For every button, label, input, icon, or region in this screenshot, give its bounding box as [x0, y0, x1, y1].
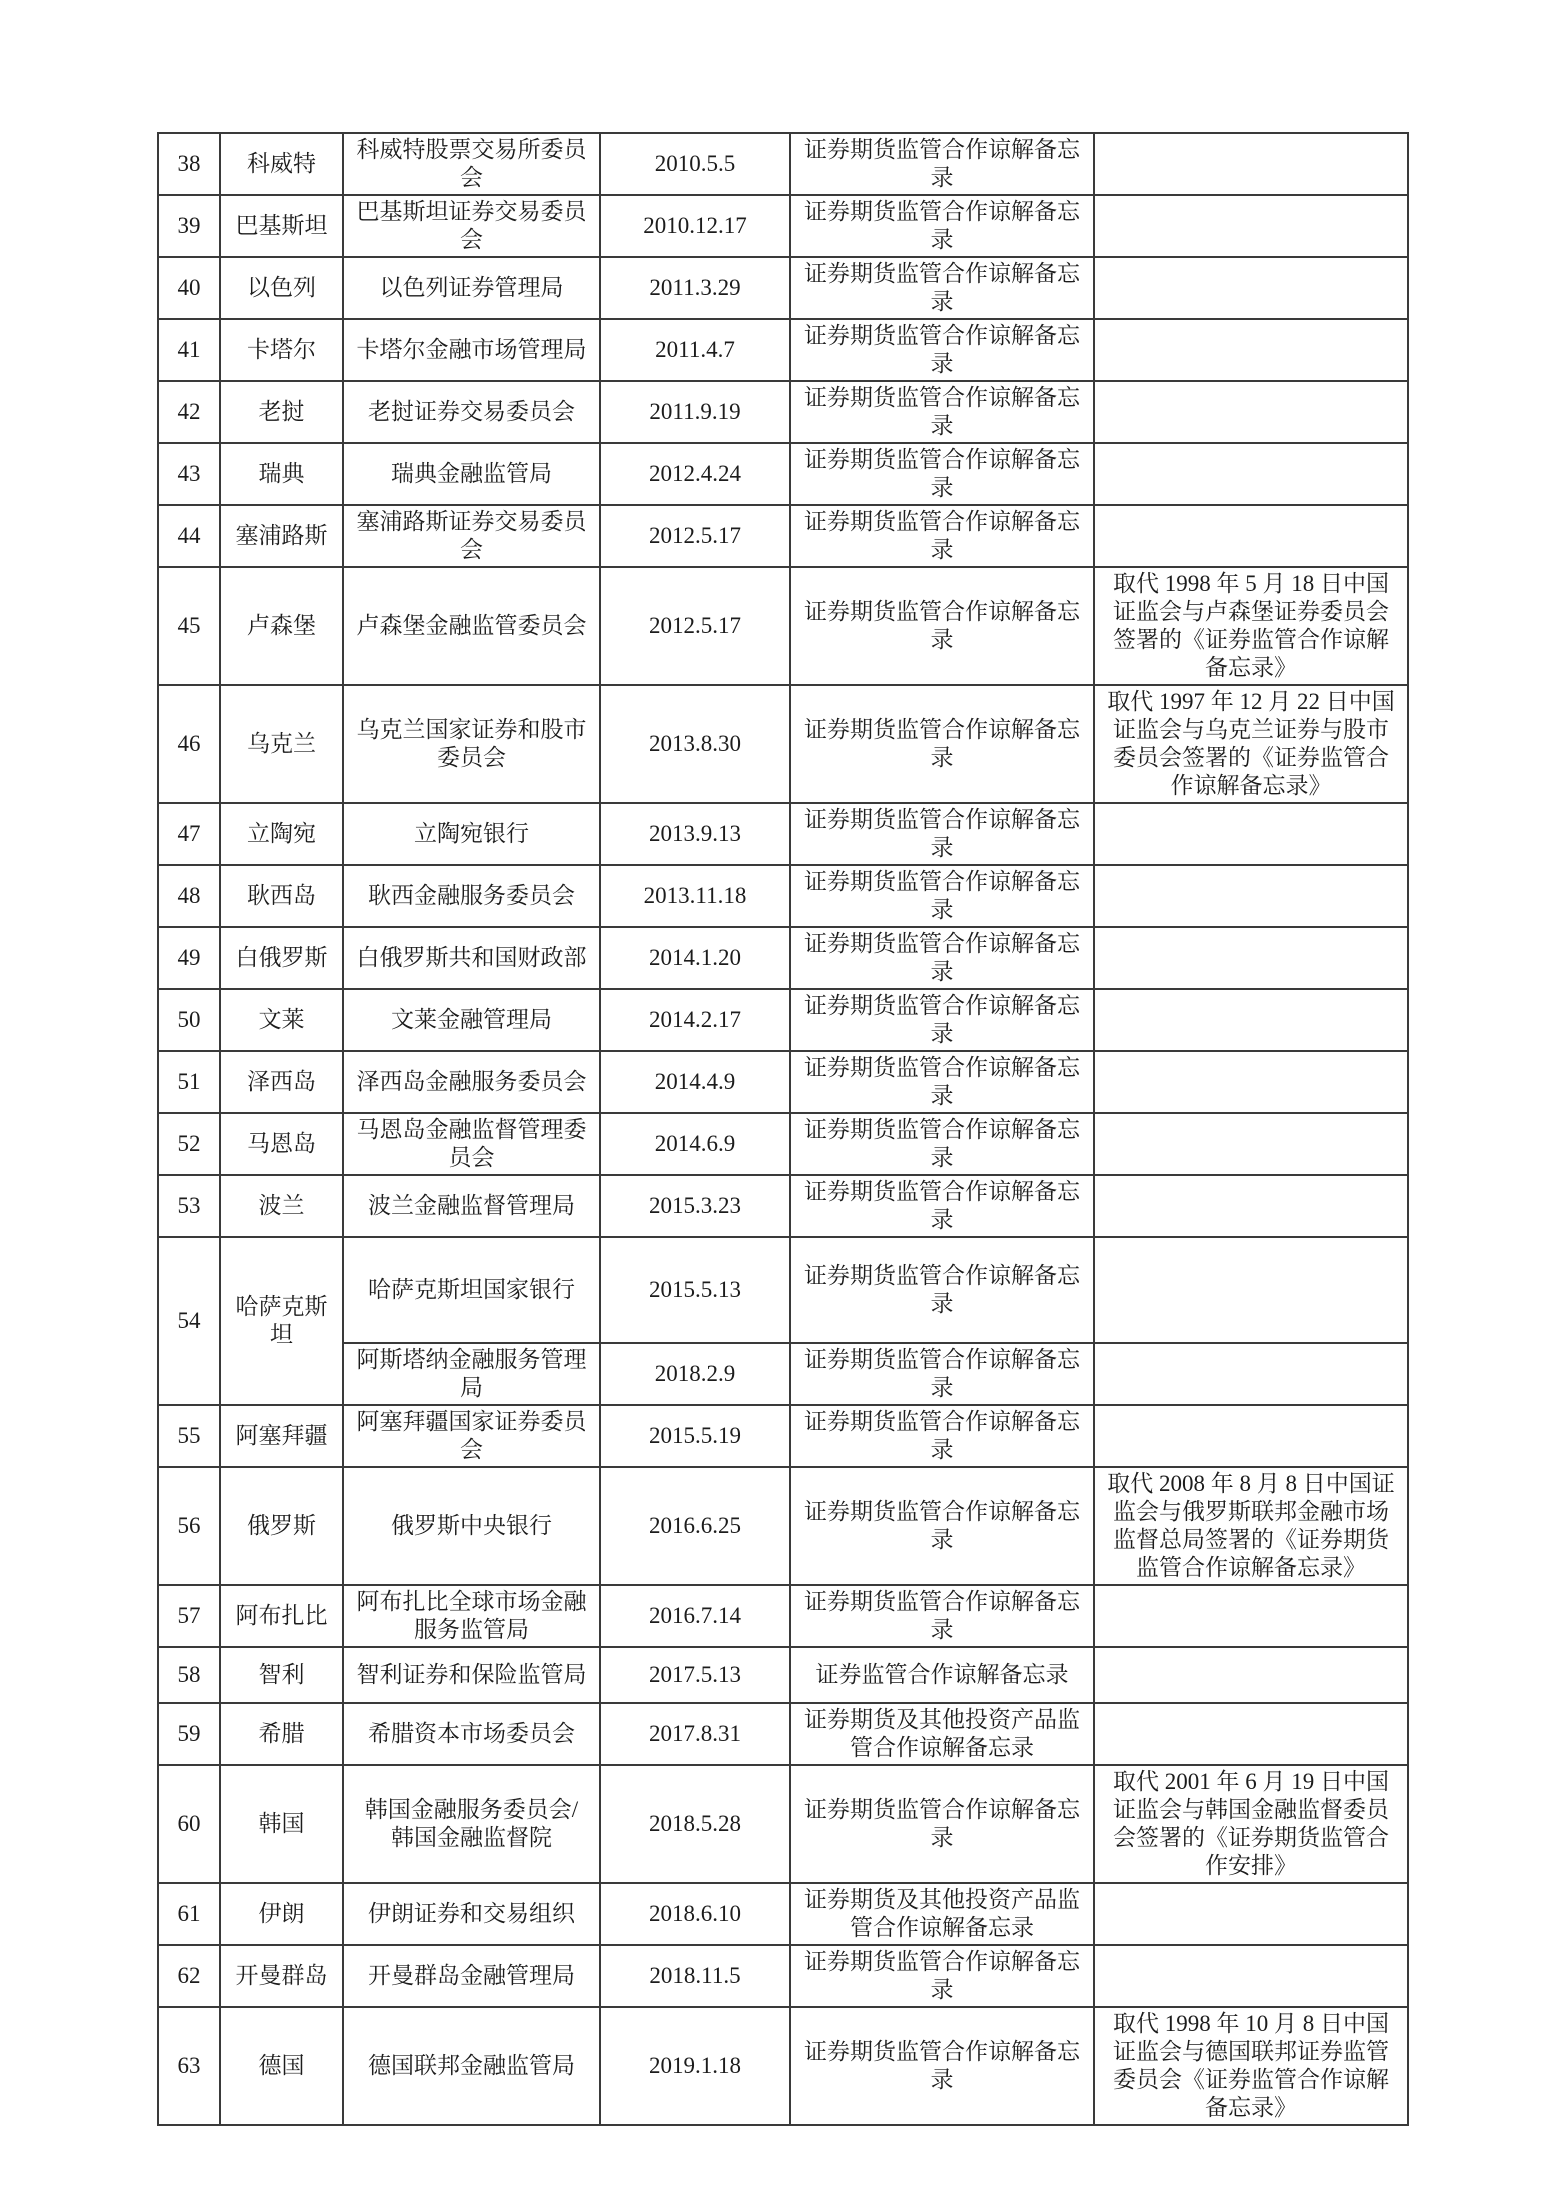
row-number-cell: 42	[158, 381, 220, 443]
table-row	[158, 1405, 1408, 1467]
table-row	[158, 1883, 1408, 1945]
country-cell: 伊朗	[220, 1883, 343, 1945]
note-cell	[1094, 195, 1408, 257]
date-cell: 2011.4.7	[600, 319, 790, 381]
date-cell: 2015.5.13	[600, 1237, 790, 1343]
date-cell: 2016.7.14	[600, 1585, 790, 1647]
institution-cell: 塞浦路斯证券交易委员会	[343, 505, 600, 567]
mou-type-cell: 证券期货监管合作谅解备忘录	[790, 2007, 1094, 2125]
table-row	[158, 1703, 1408, 1765]
table-row	[158, 1051, 1408, 1113]
date-cell: 2018.5.28	[600, 1765, 790, 1883]
row-number-cell: 59	[158, 1703, 220, 1765]
country-cell: 俄罗斯	[220, 1467, 343, 1585]
row-number-cell: 44	[158, 505, 220, 567]
mou-type-cell: 证券监管合作谅解备忘录	[790, 1647, 1094, 1703]
table-row	[158, 803, 1408, 865]
row-number-cell: 63	[158, 2007, 220, 2125]
note-cell: 取代 1997 年 12 月 22 日中国证监会与乌克兰证券与股市委员会签署的《证券监管合作谅解备忘录》	[1094, 685, 1408, 803]
note-cell	[1094, 381, 1408, 443]
note-cell	[1094, 927, 1408, 989]
date-cell: 2014.2.17	[600, 989, 790, 1051]
row-number-cell: 49	[158, 927, 220, 989]
table-row	[158, 443, 1408, 505]
row-number-cell: 51	[158, 1051, 220, 1113]
mou-type-cell: 证券期货监管合作谅解备忘录	[790, 1113, 1094, 1175]
row-number-cell: 45	[158, 567, 220, 685]
row-number-cell: 47	[158, 803, 220, 865]
note-cell: 取代 1998 年 10 月 8 日中国证监会与德国联邦证券监管委员会《证券监管合作谅解备忘录》	[1094, 2007, 1408, 2125]
table-row	[158, 257, 1408, 319]
table-row	[158, 381, 1408, 443]
note-cell	[1094, 803, 1408, 865]
country-cell: 立陶宛	[220, 803, 343, 865]
institution-cell: 巴基斯坦证券交易委员会	[343, 195, 600, 257]
country-cell: 马恩岛	[220, 1113, 343, 1175]
row-number-cell: 61	[158, 1883, 220, 1945]
table-row	[158, 989, 1408, 1051]
mou-type-cell: 证券期货监管合作谅解备忘录	[790, 685, 1094, 803]
mou-type-cell: 证券期货监管合作谅解备忘录	[790, 803, 1094, 865]
table-row	[158, 505, 1408, 567]
row-number-cell: 43	[158, 443, 220, 505]
table-row	[158, 1343, 1408, 1405]
date-cell: 2010.12.17	[600, 195, 790, 257]
country-cell: 阿布扎比	[220, 1585, 343, 1647]
row-number-cell: 46	[158, 685, 220, 803]
institution-cell: 阿塞拜疆国家证券委员会	[343, 1405, 600, 1467]
country-cell: 老挝	[220, 381, 343, 443]
mou-type-cell: 证券期货监管合作谅解备忘录	[790, 1585, 1094, 1647]
mou-type-cell: 证券期货监管合作谅解备忘录	[790, 865, 1094, 927]
row-number-cell: 62	[158, 1945, 220, 2007]
date-cell: 2016.6.25	[600, 1467, 790, 1585]
note-cell	[1094, 1051, 1408, 1113]
country-cell: 波兰	[220, 1175, 343, 1237]
row-number-cell: 53	[158, 1175, 220, 1237]
mou-type-cell: 证券期货监管合作谅解备忘录	[790, 1945, 1094, 2007]
institution-cell: 开曼群岛金融管理局	[343, 1945, 600, 2007]
mou-type-cell: 证券期货监管合作谅解备忘录	[790, 1765, 1094, 1883]
country-cell: 乌克兰	[220, 685, 343, 803]
row-number-cell: 40	[158, 257, 220, 319]
note-cell	[1094, 319, 1408, 381]
date-cell: 2014.1.20	[600, 927, 790, 989]
country-cell: 白俄罗斯	[220, 927, 343, 989]
note-cell	[1094, 1647, 1408, 1703]
country-cell: 哈萨克斯坦	[220, 1237, 343, 1405]
mou-type-cell: 证券期货监管合作谅解备忘录	[790, 1175, 1094, 1237]
country-cell: 泽西岛	[220, 1051, 343, 1113]
mou-type-cell: 证券期货监管合作谅解备忘录	[790, 927, 1094, 989]
institution-cell: 希腊资本市场委员会	[343, 1703, 600, 1765]
date-cell: 2013.9.13	[600, 803, 790, 865]
table-row	[158, 1175, 1408, 1237]
note-cell	[1094, 1405, 1408, 1467]
table-row	[158, 133, 1408, 195]
note-cell	[1094, 989, 1408, 1051]
institution-cell: 智利证券和保险监管局	[343, 1647, 600, 1703]
mou-type-cell: 证券期货监管合作谅解备忘录	[790, 443, 1094, 505]
date-cell: 2015.3.23	[600, 1175, 790, 1237]
row-number-cell: 60	[158, 1765, 220, 1883]
row-number-cell: 55	[158, 1405, 220, 1467]
mou-type-cell: 证券期货监管合作谅解备忘录	[790, 195, 1094, 257]
institution-cell: 卡塔尔金融市场管理局	[343, 319, 600, 381]
note-cell: 取代 2008 年 8 月 8 日中国证监会与俄罗斯联邦金融市场监督总局签署的《证券期货监管合作谅解备忘录》	[1094, 1467, 1408, 1585]
institution-cell: 韩国金融服务委员会/韩国金融监督院	[343, 1765, 600, 1883]
country-cell: 卡塔尔	[220, 319, 343, 381]
mou-type-cell: 证券期货及其他投资产品监管合作谅解备忘录	[790, 1883, 1094, 1945]
note-cell	[1094, 443, 1408, 505]
note-cell	[1094, 1945, 1408, 2007]
table-row	[158, 1647, 1408, 1703]
table-row	[158, 2007, 1408, 2125]
institution-cell: 哈萨克斯坦国家银行	[343, 1237, 600, 1343]
table-row	[158, 927, 1408, 989]
institution-cell: 俄罗斯中央银行	[343, 1467, 600, 1585]
table-row	[158, 1467, 1408, 1585]
institution-cell: 波兰金融监督管理局	[343, 1175, 600, 1237]
table-row	[158, 1945, 1408, 2007]
institution-cell: 阿布扎比全球市场金融服务监管局	[343, 1585, 600, 1647]
date-cell: 2013.8.30	[600, 685, 790, 803]
row-number-cell: 52	[158, 1113, 220, 1175]
mou-type-cell: 证券期货监管合作谅解备忘录	[790, 567, 1094, 685]
note-cell	[1094, 505, 1408, 567]
date-cell: 2012.5.17	[600, 567, 790, 685]
row-number-cell: 39	[158, 195, 220, 257]
table-row	[158, 195, 1408, 257]
table-row	[158, 1585, 1408, 1647]
table-row	[158, 567, 1408, 685]
date-cell: 2018.11.5	[600, 1945, 790, 2007]
note-cell	[1094, 1703, 1408, 1765]
mou-type-cell: 证券期货监管合作谅解备忘录	[790, 257, 1094, 319]
country-cell: 巴基斯坦	[220, 195, 343, 257]
institution-cell: 瑞典金融监管局	[343, 443, 600, 505]
date-cell: 2018.6.10	[600, 1883, 790, 1945]
date-cell: 2018.2.9	[600, 1343, 790, 1405]
institution-cell: 立陶宛银行	[343, 803, 600, 865]
mou-table	[157, 132, 1409, 2126]
institution-cell: 马恩岛金融监督管理委员会	[343, 1113, 600, 1175]
mou-type-cell: 证券期货及其他投资产品监管合作谅解备忘录	[790, 1703, 1094, 1765]
date-cell: 2019.1.18	[600, 2007, 790, 2125]
table-row	[158, 1113, 1408, 1175]
note-cell	[1094, 1113, 1408, 1175]
mou-type-cell: 证券期货监管合作谅解备忘录	[790, 319, 1094, 381]
institution-cell: 以色列证券管理局	[343, 257, 600, 319]
institution-cell: 科威特股票交易所委员会	[343, 133, 600, 195]
country-cell: 塞浦路斯	[220, 505, 343, 567]
note-cell	[1094, 1175, 1408, 1237]
note-cell	[1094, 1883, 1408, 1945]
institution-cell: 泽西岛金融服务委员会	[343, 1051, 600, 1113]
table-row	[158, 865, 1408, 927]
note-cell: 取代 1998 年 5 月 18 日中国证监会与卢森堡证券委员会签署的《证券监管合作谅解备忘录》	[1094, 567, 1408, 685]
institution-cell: 德国联邦金融监管局	[343, 2007, 600, 2125]
date-cell: 2017.8.31	[600, 1703, 790, 1765]
date-cell: 2011.9.19	[600, 381, 790, 443]
row-number-cell: 50	[158, 989, 220, 1051]
note-cell	[1094, 1343, 1408, 1405]
row-number-cell: 56	[158, 1467, 220, 1585]
date-cell: 2014.4.9	[600, 1051, 790, 1113]
country-cell: 开曼群岛	[220, 1945, 343, 2007]
row-number-cell: 54	[158, 1237, 220, 1405]
institution-cell: 文莱金融管理局	[343, 989, 600, 1051]
row-number-cell: 57	[158, 1585, 220, 1647]
country-cell: 希腊	[220, 1703, 343, 1765]
note-cell	[1094, 257, 1408, 319]
institution-cell: 耿西金融服务委员会	[343, 865, 600, 927]
date-cell: 2012.5.17	[600, 505, 790, 567]
table-row	[158, 319, 1408, 381]
table-row	[158, 1237, 1408, 1343]
institution-cell: 伊朗证券和交易组织	[343, 1883, 600, 1945]
mou-type-cell: 证券期货监管合作谅解备忘录	[790, 1051, 1094, 1113]
mou-type-cell: 证券期货监管合作谅解备忘录	[790, 1237, 1094, 1343]
row-number-cell: 38	[158, 133, 220, 195]
date-cell: 2012.4.24	[600, 443, 790, 505]
mou-type-cell: 证券期货监管合作谅解备忘录	[790, 1405, 1094, 1467]
date-cell: 2013.11.18	[600, 865, 790, 927]
date-cell: 2015.5.19	[600, 1405, 790, 1467]
row-number-cell: 41	[158, 319, 220, 381]
table-row	[158, 1765, 1408, 1883]
note-cell: 取代 2001 年 6 月 19 日中国证监会与韩国金融监督委员会签署的《证券期货监管合作安排》	[1094, 1765, 1408, 1883]
country-cell: 智利	[220, 1647, 343, 1703]
note-cell	[1094, 865, 1408, 927]
note-cell	[1094, 133, 1408, 195]
country-cell: 耿西岛	[220, 865, 343, 927]
table-row	[158, 685, 1408, 803]
mou-type-cell: 证券期货监管合作谅解备忘录	[790, 381, 1094, 443]
institution-cell: 阿斯塔纳金融服务管理局	[343, 1343, 600, 1405]
mou-type-cell: 证券期货监管合作谅解备忘录	[790, 133, 1094, 195]
row-number-cell: 48	[158, 865, 220, 927]
country-cell: 科威特	[220, 133, 343, 195]
institution-cell: 老挝证券交易委员会	[343, 381, 600, 443]
date-cell: 2011.3.29	[600, 257, 790, 319]
institution-cell: 乌克兰国家证券和股市委员会	[343, 685, 600, 803]
country-cell: 瑞典	[220, 443, 343, 505]
country-cell: 以色列	[220, 257, 343, 319]
country-cell: 德国	[220, 2007, 343, 2125]
institution-cell: 白俄罗斯共和国财政部	[343, 927, 600, 989]
country-cell: 韩国	[220, 1765, 343, 1883]
mou-type-cell: 证券期货监管合作谅解备忘录	[790, 505, 1094, 567]
date-cell: 2017.5.13	[600, 1647, 790, 1703]
note-cell	[1094, 1237, 1408, 1343]
date-cell: 2014.6.9	[600, 1113, 790, 1175]
mou-type-cell: 证券期货监管合作谅解备忘录	[790, 989, 1094, 1051]
mou-type-cell: 证券期货监管合作谅解备忘录	[790, 1343, 1094, 1405]
note-cell	[1094, 1585, 1408, 1647]
country-cell: 卢森堡	[220, 567, 343, 685]
institution-cell: 卢森堡金融监管委员会	[343, 567, 600, 685]
date-cell: 2010.5.5	[600, 133, 790, 195]
country-cell: 文莱	[220, 989, 343, 1051]
mou-type-cell: 证券期货监管合作谅解备忘录	[790, 1467, 1094, 1585]
country-cell: 阿塞拜疆	[220, 1405, 343, 1467]
row-number-cell: 58	[158, 1647, 220, 1703]
